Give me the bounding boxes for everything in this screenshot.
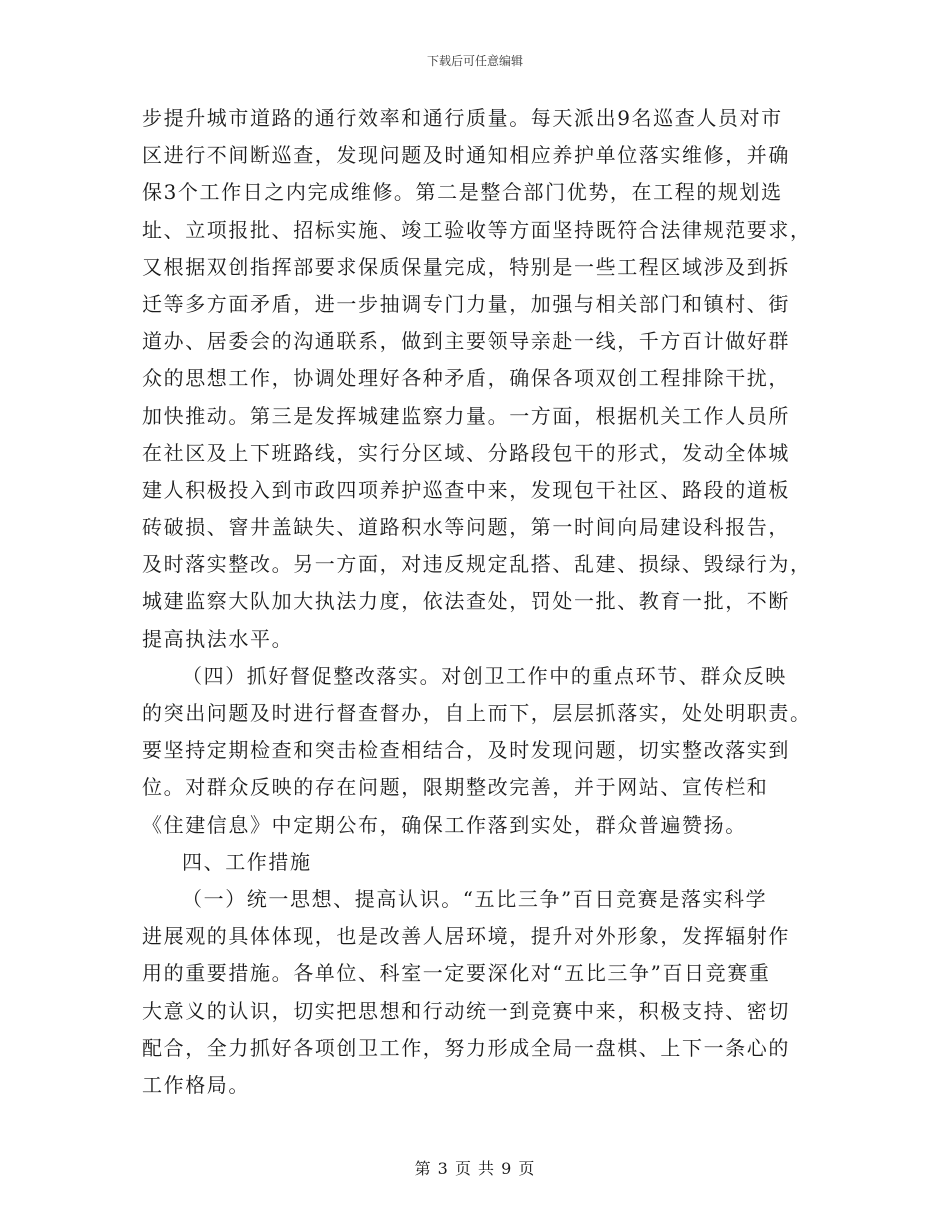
section-heading: 四、工作措施 xyxy=(182,849,312,874)
paragraph-start-line: （四）抓好督促整改落实。对创卫工作中的重点环节、群众反映 xyxy=(182,663,787,688)
text-line: 道办、居委会的沟通联系，做到主要领导亲赴一线，千方百计做好群 xyxy=(142,329,790,354)
text-line: 《住建信息》中定期公布，确保工作落到实处，群众普遍赞扬。 xyxy=(142,812,747,837)
document-body xyxy=(142,100,810,1104)
text-line: 位。对群众反映的存在问题，限期整改完善，并于网站、宣传栏和 xyxy=(142,775,769,800)
text-line: 址、立项报批、招标实施、竣工验收等方面坚持既符合法律规范要求， xyxy=(142,217,812,242)
text-line: 的突出问题及时进行督查督办，自上而下，层层抓落实，处处明职责。 xyxy=(142,701,812,725)
text-line: 众的思想工作，协调处理好各种矛盾，确保各项双创工程排除干扰， xyxy=(142,366,790,391)
text-line: 要坚持定期检查和突击检查相结合，及时发现问题，切实整改落实到 xyxy=(142,738,790,763)
text-line: 砖破损、窨井盖缺失、道路积水等问题，第一时间向局建设科报告， xyxy=(142,515,790,540)
text-line: 用的重要措施。各单位、科室一定要深化对“五比三争”百日竞赛重 xyxy=(142,961,771,986)
text-line: 在社区及上下班路线，实行分区域、分路段包干的形式，发动全体城 xyxy=(142,440,790,465)
text-line: 配合，全力抓好各项创卫工作，努力形成全局一盘棋、上下一条心的 xyxy=(142,1035,790,1060)
page-header-note: 下载后可任意编辑 xyxy=(426,54,523,68)
text-line: 工作格局。 xyxy=(142,1072,250,1097)
text-line: 城建监察大队加大执法力度，依法查处，罚处一批、教育一批，不断 xyxy=(142,589,790,614)
page-number-footer: 第 3 页 共 9 页 xyxy=(414,1159,536,1178)
paragraph-start-line: （一）统一思想、提高认识。“五比三争”百日竞赛是落实科学 xyxy=(182,886,768,911)
text-line: 步提升城市道路的通行效率和通行质量。每天派出9名巡查人员对市 xyxy=(142,106,783,130)
text-line: 大意义的认识，切实把思想和行动统一到竞赛中来，积极支持、密切 xyxy=(142,998,790,1023)
text-line: 进展观的具体体现，也是改善人居环境，提升对外形象，发挥辐射作 xyxy=(142,924,790,949)
text-line: 迁等多方面矛盾，进一步抽调专门力量，加强与相关部门和镇村、街 xyxy=(142,291,790,316)
text-line: 区进行不间断巡查，发现问题及时通知相应养护单位落实维修，并确 xyxy=(142,143,790,168)
text-line: 及时落实整改。另一方面，对违反规定乱搭、乱建、损绿、毁绿行为， xyxy=(142,552,812,577)
text-line: 又根据双创指挥部要求保质保量完成，特别是一些工程区域涉及到拆 xyxy=(142,254,790,279)
text-line: 建人积极投入到市政四项养护巡查中来，发现包干社区、路段的道板 xyxy=(142,477,790,502)
text-line: 保3个工作日之内完成维修。第二是整合部门优势，在工程的规划选 xyxy=(142,180,783,205)
text-line: 提高执法水平。 xyxy=(142,626,294,651)
text-line: 加快推动。第三是发挥城建监察力量。一方面，根据机关工作人员所 xyxy=(142,403,790,428)
